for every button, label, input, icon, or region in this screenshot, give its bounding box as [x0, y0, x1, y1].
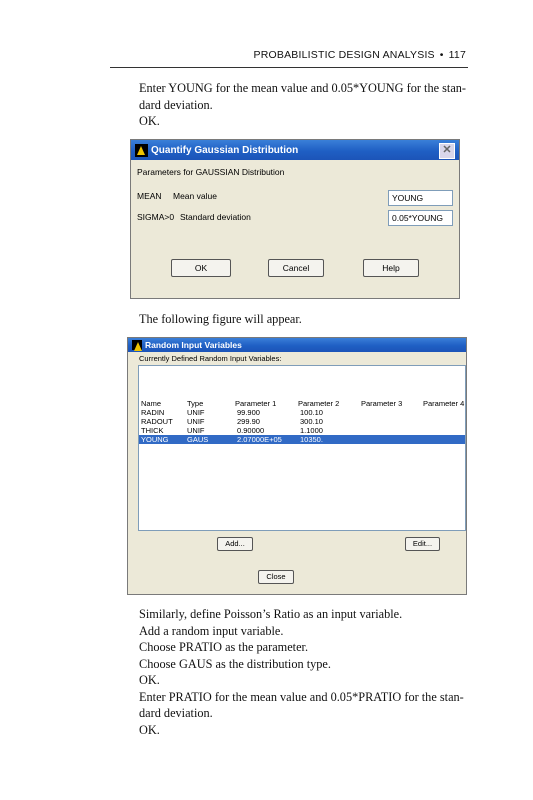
- row-name: THICK: [141, 426, 164, 435]
- text-line: OK.: [139, 722, 160, 737]
- row-param1: 299.90: [237, 417, 260, 426]
- text-line: Choose PRATIO as the parameter.: [139, 640, 309, 654]
- text-line: Similarly, define Poisson’s Ratio as an input variable.: [139, 607, 403, 621]
- header-bullet: •: [439, 49, 444, 61]
- page-number: 117: [448, 49, 466, 61]
- mean-key-label: MEAN: [137, 191, 162, 201]
- table-row-selected[interactable]: [139, 435, 465, 444]
- row-name: RADIN: [141, 408, 165, 417]
- variables-list[interactable]: [138, 365, 466, 531]
- dialog-titlebar: [128, 338, 466, 352]
- close-button[interactable]: Close: [258, 570, 294, 584]
- dialog-subtitle: Parameters for GAUSSIAN Distribution: [137, 167, 285, 177]
- header-title: PROBABILISTIC DESIGN ANALYSIS: [253, 49, 435, 61]
- text-line: Enter YOUNG for the mean value and 0.05*YOUNG for the stan-: [139, 81, 467, 95]
- row-name: RADOUT: [141, 417, 173, 426]
- row-param2: 1.1000: [300, 426, 323, 435]
- ok-button[interactable]: OK: [171, 259, 231, 277]
- dialog-titlebar: [131, 140, 459, 160]
- running-header: [110, 49, 466, 61]
- column-header: Parameter 2: [298, 399, 340, 408]
- text-line: dard deviation.: [139, 706, 213, 720]
- help-button[interactable]: Help: [363, 259, 419, 277]
- mean-input[interactable]: YOUNG: [388, 190, 453, 206]
- instruction-paragraph-1: [139, 80, 469, 130]
- table-row[interactable]: [139, 408, 465, 417]
- sigma-input[interactable]: 0.05*YOUNG: [388, 210, 453, 226]
- caption-text: The following figure will appear.: [139, 312, 302, 326]
- text-line: OK.: [139, 114, 160, 128]
- caption-paragraph: [139, 311, 469, 328]
- ansys-logo-icon: [135, 144, 148, 157]
- cancel-button[interactable]: Cancel: [268, 259, 324, 277]
- row-name: YOUNG: [141, 435, 169, 444]
- list-header-row: [139, 399, 465, 408]
- row-param1: 99.900: [237, 408, 260, 417]
- text-line: Enter PRATIO for the mean value and 0.05*PRATIO for the stan-: [139, 689, 464, 704]
- table-row[interactable]: [139, 426, 465, 435]
- sigma-key-label: SIGMA>0: [137, 212, 175, 222]
- random-input-variables-dialog: [127, 337, 467, 595]
- column-header: Type: [187, 399, 204, 408]
- dialog-title: Random Input Variables: [145, 340, 242, 350]
- column-header: Parameter 3: [361, 399, 403, 408]
- row-type: UNIF: [187, 408, 205, 417]
- row-type: GAUS: [187, 435, 209, 444]
- instruction-paragraph-2: [139, 606, 469, 738]
- dialog-subtitle: Currently Defined Random Input Variables:: [139, 354, 282, 363]
- row-type: UNIF: [187, 417, 205, 426]
- row-param2: 300.10: [300, 417, 323, 426]
- text-line: Choose GAUS as the distribution type.: [139, 656, 331, 671]
- text-line: Add a random input variable.: [139, 623, 284, 638]
- column-header: Name: [141, 399, 162, 408]
- ansys-logo-icon: [132, 340, 142, 350]
- edit-button[interactable]: Edit...: [405, 537, 440, 551]
- row-param1: 2.07000E+05: [237, 435, 282, 444]
- table-row[interactable]: [139, 417, 465, 426]
- gaussian-dialog: [130, 139, 460, 299]
- sigma-desc-label: Standard deviation: [180, 212, 251, 222]
- add-button[interactable]: Add...: [217, 537, 253, 551]
- dialog-title: Quantify Gaussian Distribution: [151, 144, 299, 156]
- header-rule: [110, 67, 468, 68]
- row-param2: 10350.: [300, 435, 323, 444]
- text-line: dard deviation.: [139, 97, 213, 112]
- close-icon[interactable]: ✕: [439, 143, 455, 159]
- row-param2: 100.10: [300, 408, 323, 417]
- column-header: Parameter 1: [235, 399, 277, 408]
- mean-desc-label: Mean value: [173, 191, 217, 201]
- row-param1: 0.90000: [237, 426, 265, 435]
- text-line: OK.: [139, 673, 160, 687]
- row-type: UNIF: [187, 426, 205, 435]
- column-header: Parameter 4: [423, 399, 465, 408]
